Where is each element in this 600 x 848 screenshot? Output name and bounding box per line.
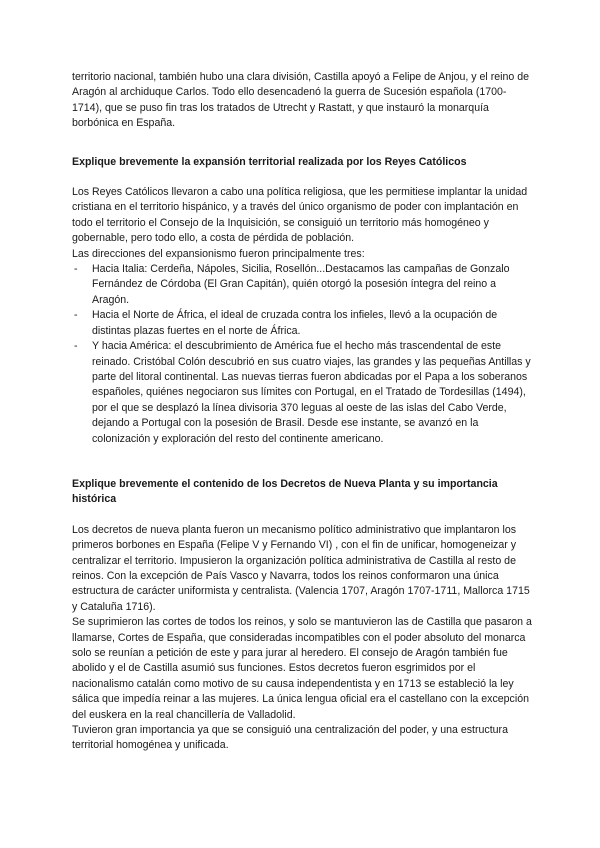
- bullet-dash: -: [74, 340, 78, 353]
- list-item: [72, 308, 532, 339]
- intro-paragraph: territorio nacional, también hubo una clara división, Castilla apoyó a Felipe de Anjou, y el reino de Aragón al archiduque Carlos. Todo ello desencadenó la guerra de Sucesión española (1700-1714), que se puso fin tras los tratados de Utrecht y Rastatt, y que instauró la monarquía borbónica en España.: [72, 71, 529, 130]
- section-heading-nueva-planta: Explique brevemente el contenido de los Decretos de Nueva Planta y su importancia histórica: [72, 477, 498, 506]
- bullet-dash: -: [74, 263, 78, 276]
- section-reyes-catolicos: [72, 155, 532, 447]
- section1-paragraph-1: Los Reyes Católicos llevaron a cabo una política religiosa, que les permitiese implantar la unidad cristiana en el territorio hispánico, y a través del único organismo de poder con implantación en todo el territorio el Consejo de la Inquisición, se consiguió un territorio más homogéneo y gobernable, pero todo ello, a costa de pérdida de población.: [72, 186, 528, 245]
- list-item: [72, 262, 532, 308]
- section2-paragraph-2: Se suprimieron las cortes de todos los reinos, y solo se mantuvieron las de Castilla que pasaron a llamarse, Cortes de España, que consideradas incompatibles con el poder absoluto del monarca solo se reunían a petición de este y para jurar al heredero. El consejo de Aragón también fue abolido y el de Castilla asumió sus funciones. Estos decretos fueron esgrimidos por el nacionalismo catalán como motivo de su causa independentista y en 1713 se estableció la ley sálica que impedía reinar a las mujeres. La única lengua oficial era el castellano con la excepción del euskera en la real chancillería de Valladolid.: [72, 616, 532, 721]
- section1-paragraph-2: Las direcciones del expansionismo fueron principalmente tres:: [72, 247, 365, 260]
- list-item-text: Hacia el Norte de África, el ideal de cruzada contra los infieles, llevó a la ocupación de distintas plazas fuertes en el norte de África.: [92, 309, 498, 337]
- document-page: [72, 70, 532, 754]
- list-item-text: Hacia Italia: Cerdeña, Nápoles, Sicilia, Rosellón...Destacamos las campañas de Gonzalo Fernández de Córdoba (El Gran Capitán), quién otorgó la posesión íntegra del reino a Aragón.: [92, 263, 510, 306]
- list-item: [72, 339, 532, 447]
- section-heading-reyes-catolicos: Explique brevemente la expansión territorial realizada por los Reyes Católicos: [72, 155, 467, 168]
- expansion-directions-list: [72, 262, 532, 447]
- list-item-text: Y hacia América: el descubrimiento de América fue el hecho más trascendental de este reinado. Cristóbal Colón descubrió en sus cuatro viajes, las grandes y las pequeñas Antillas y parte del litoral continental. Las nuevas tierras fueron abdicadas por el Papa a los soberanos españoles, quiénes negociaron sus límites con Portugal, en el Tratado de Tordesillas (1494), por el que se desplazó la línea divisoria 370 leguas al oeste de las islas del Cabo Verde, dejando a Portugal con la posesión de Brasil. Desde ese instante, se avanzó en la colonización y exploración del resto del continente americano.: [92, 340, 531, 445]
- section2-paragraph-1: Los decretos de nueva planta fueron un mecanismo político administrativo que implantaron los primeros borbones en España (Felipe V y Fernando VI) , con el fin de unificar, homogeneizar y centralizar el territorio. Impusieron la organización política administrativa de Castilla al resto de reinos. Con la excepción de País Vasco y Navarra, todos los reinos conformaron una única estructura de carácter uniformista y centralista. (Valencia 1707, Aragón 1707-1711, Mallorca 1715 y Cataluña 1716).: [72, 523, 530, 613]
- section-nueva-planta: [72, 477, 532, 754]
- section2-paragraph-3: Tuvieron gran importancia ya que se consiguió una centralización del poder, y una estructura territorial homogénea y unificada.: [72, 724, 508, 752]
- bullet-dash: -: [74, 309, 78, 322]
